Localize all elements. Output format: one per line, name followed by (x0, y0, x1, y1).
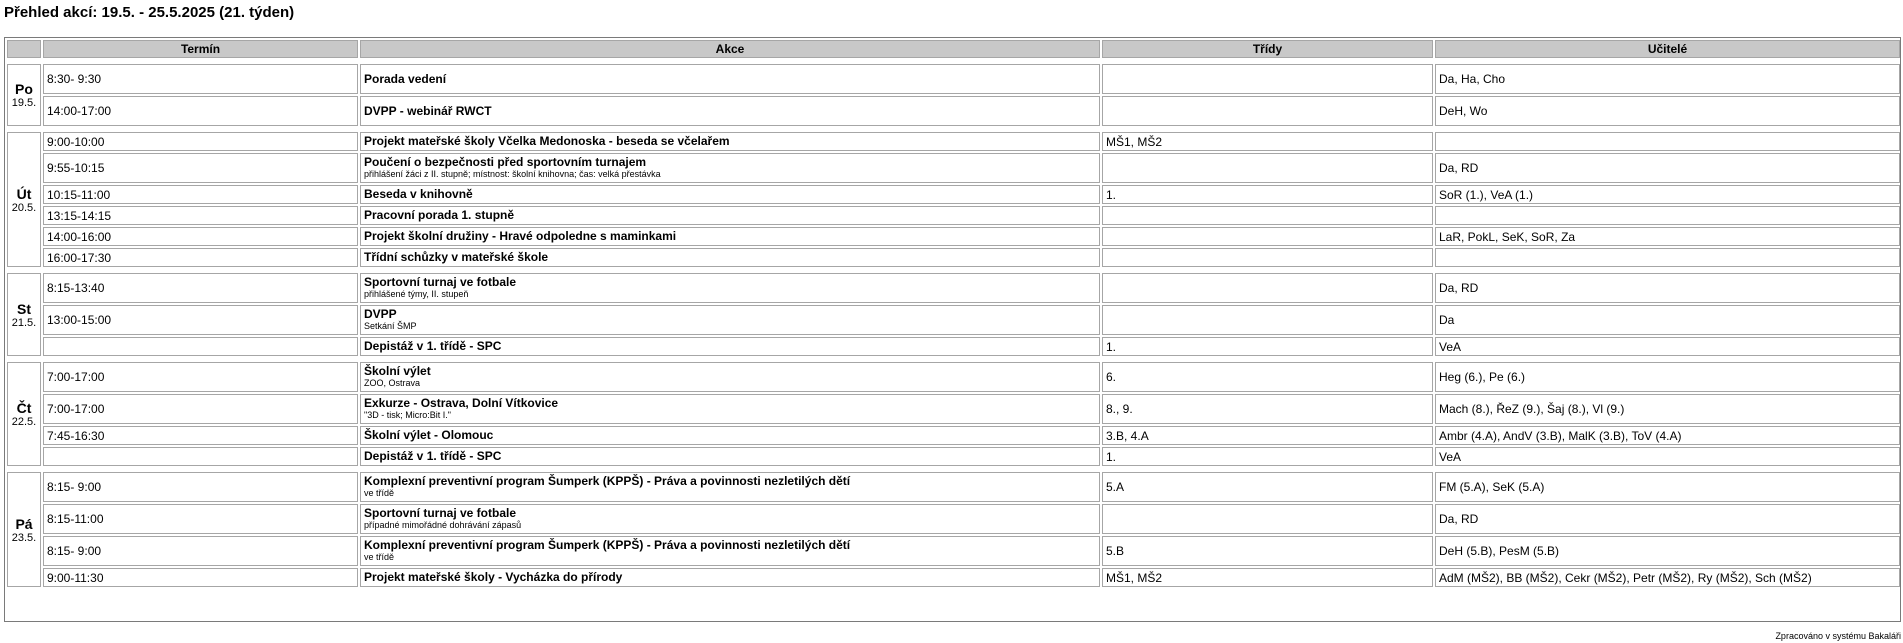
table-row (7, 248, 1900, 267)
action-note: Setkání ŠMP (364, 321, 417, 331)
table-row (7, 536, 1900, 566)
table-row (7, 362, 1900, 392)
day-cell (7, 362, 41, 466)
action-cell (360, 472, 1100, 502)
time-cell: 10:15-11:00 (43, 185, 358, 204)
time-cell: 9:00-11:30 (43, 568, 358, 587)
table-row (7, 206, 1900, 225)
day-abbr: Po (15, 81, 33, 97)
day-separator (7, 468, 1900, 470)
table-row (7, 305, 1900, 335)
table-row (7, 273, 1900, 303)
action-cell (360, 132, 1100, 151)
time-cell: 8:15-13:40 (43, 273, 358, 303)
day-abbr: Pá (15, 515, 33, 532)
classes-cell: 5.B (1102, 536, 1433, 566)
header-termin: Termín (43, 40, 358, 58)
classes-cell: 8., 9. (1102, 394, 1433, 424)
table-row (7, 64, 1900, 94)
time-cell: 8:15- 9:00 (43, 536, 358, 566)
teachers-cell: DeH (5.B), PesM (5.B) (1435, 536, 1900, 566)
action-note: ZOO, Ostrava (364, 378, 421, 388)
action-cell (360, 227, 1100, 246)
action-title: Beseda v knihovně (364, 187, 473, 201)
day-date: 23.5. (11, 531, 37, 544)
time-cell: 14:00-16:00 (43, 227, 358, 246)
classes-cell (1102, 96, 1433, 126)
day-date: 22.5. (11, 416, 37, 428)
time-cell: 9:55-10:15 (43, 153, 358, 183)
header-akce: Akce (360, 40, 1100, 58)
action-cell (360, 185, 1100, 204)
table-row (7, 472, 1900, 502)
table-row (7, 132, 1900, 151)
day-abbr: St (17, 300, 31, 317)
page-title: Přehled akcí: 19.5. - 25.5.2025 (21. týden) (4, 4, 295, 21)
table-row (7, 568, 1900, 587)
action-cell (360, 273, 1100, 303)
teachers-cell (1435, 206, 1900, 225)
teachers-cell: LaR, PokL, SeK, SoR, Za (1435, 227, 1900, 246)
schedule-table (5, 38, 1902, 589)
separator-cell (7, 269, 1900, 271)
day-cell (7, 472, 41, 587)
action-cell (360, 394, 1100, 424)
day-separator (7, 60, 1900, 62)
time-cell: 13:00-15:00 (43, 305, 358, 335)
day-date: 19.5. (11, 97, 37, 109)
time-cell: 8:15-11:00 (43, 504, 358, 534)
action-title: Poučení o bezpečnosti před sportovním turnajem (364, 155, 647, 169)
action-cell (360, 337, 1100, 356)
teachers-cell (1435, 248, 1900, 267)
action-title: Depistáž v 1. třídě - SPC (364, 449, 502, 463)
time-cell: 9:00-10:00 (43, 132, 358, 151)
header-ucitele: Učitelé (1435, 40, 1900, 58)
action-cell (360, 248, 1100, 267)
action-cell (360, 536, 1100, 566)
teachers-cell: FM (5.A), SeK (5.A) (1435, 472, 1900, 502)
day-date: 20.5. (11, 201, 37, 214)
day-cell (7, 64, 41, 126)
action-title: DVPP (364, 307, 397, 321)
classes-cell: 1. (1102, 447, 1433, 466)
time-cell: 7:45-16:30 (43, 426, 358, 445)
action-note: přihlášení žáci z II. stupně; místnost: školní knihovna; čas: velká přestávka (364, 169, 661, 179)
action-title: Školní výlet (364, 364, 431, 378)
footer-credit: Zpracováno v systému Bakaláři (1775, 631, 1901, 641)
teachers-cell: Da, RD (1435, 153, 1900, 183)
day-separator (7, 128, 1900, 130)
classes-cell (1102, 305, 1433, 335)
action-title: Depistáž v 1. třídě - SPC (364, 339, 502, 353)
classes-cell: 1. (1102, 337, 1433, 356)
action-title: Komplexní preventivní program Šumperk (KPPŠ) - Práva a povinnosti nezletilých dětí (364, 474, 851, 488)
action-cell (360, 362, 1100, 392)
separator-cell (7, 60, 1900, 62)
classes-cell: MŠ1, MŠ2 (1102, 132, 1433, 151)
action-cell (360, 447, 1100, 466)
classes-cell: 6. (1102, 362, 1433, 392)
teachers-cell: Ambr (4.A), AndV (3.B), MalK (3.B), ToV (4.A) (1435, 426, 1900, 445)
action-title: Exkurze - Ostrava, Dolní Vítkovice (364, 396, 559, 410)
day-cell (7, 273, 41, 356)
action-cell (360, 64, 1100, 94)
action-title: Projekt mateřské školy - Vycházka do přírody (364, 570, 623, 584)
table-row (7, 426, 1900, 445)
action-title: Sportovní turnaj ve fotbale (364, 506, 517, 520)
table-row (7, 447, 1900, 466)
table-row (7, 337, 1900, 356)
table-row (7, 227, 1900, 246)
teachers-cell: AdM (MŠ2), BB (MŠ2), Cekr (MŠ2), Petr (MŠ2), Ry (MŠ2), Sch (MŠ2) (1435, 568, 1900, 587)
classes-cell (1102, 64, 1433, 94)
separator-cell (7, 468, 1900, 470)
action-note: ve třídě (364, 552, 395, 562)
time-cell: 7:00-17:00 (43, 362, 358, 392)
teachers-cell: VeA (1435, 447, 1900, 466)
teachers-cell: Da, RD (1435, 504, 1900, 534)
teachers-cell: DeH, Wo (1435, 96, 1900, 126)
day-abbr: Čt (16, 400, 32, 416)
time-cell (43, 447, 358, 466)
action-title: Školní výlet - Olomouc (364, 428, 494, 442)
action-cell (360, 96, 1100, 126)
teachers-cell: Da, RD (1435, 273, 1900, 303)
classes-cell: 3.B, 4.A (1102, 426, 1433, 445)
classes-cell (1102, 504, 1433, 534)
day-date: 21.5. (11, 316, 37, 329)
action-cell (360, 206, 1100, 225)
time-cell (43, 337, 358, 356)
action-title: Porada vedení (364, 71, 447, 86)
day-separator (7, 358, 1900, 360)
time-cell: 8:30- 9:30 (43, 64, 358, 94)
teachers-cell: SoR (1.), VeA (1.) (1435, 185, 1900, 204)
header-day (7, 40, 41, 58)
separator-cell (7, 128, 1900, 130)
day-abbr: Út (16, 185, 32, 202)
action-cell (360, 504, 1100, 534)
teachers-cell: Da (1435, 305, 1900, 335)
schedule-body (7, 60, 1900, 587)
teachers-cell: VeA (1435, 337, 1900, 356)
classes-cell: 5.A (1102, 472, 1433, 502)
action-title: Projekt mateřské školy Včelka Medonoska - beseda se včelařem (364, 134, 730, 148)
time-cell: 16:00-17:30 (43, 248, 358, 267)
classes-cell (1102, 153, 1433, 183)
action-note: "3D - tisk; Micro:Bit I." (364, 410, 451, 420)
action-cell (360, 426, 1100, 445)
separator-cell (7, 358, 1900, 360)
schedule-frame (4, 37, 1901, 622)
classes-cell: MŠ1, MŠ2 (1102, 568, 1433, 587)
header-tridy: Třídy (1102, 40, 1433, 58)
action-title: Projekt školní družiny - Hravé odpoledne s maminkami (364, 229, 677, 243)
action-note: ve třídě (364, 488, 395, 498)
action-note: případné mimořádné dohrávání zápasů (364, 520, 522, 530)
table-row (7, 394, 1900, 424)
teachers-cell: Da, Ha, Cho (1435, 64, 1900, 94)
classes-cell (1102, 227, 1433, 246)
table-row (7, 185, 1900, 204)
action-title: Třídní schůzky v mateřské škole (364, 250, 549, 264)
action-cell (360, 568, 1100, 587)
classes-cell (1102, 273, 1433, 303)
header-row (7, 40, 1900, 58)
teachers-cell: Heg (6.), Pe (6.) (1435, 362, 1900, 392)
action-note: přihlášené týmy, II. stupeň (364, 289, 469, 299)
table-row (7, 153, 1900, 183)
time-cell: 8:15- 9:00 (43, 472, 358, 502)
day-cell (7, 132, 41, 267)
time-cell: 13:15-14:15 (43, 206, 358, 225)
classes-cell (1102, 248, 1433, 267)
action-title: Pracovní porada 1. stupně (364, 208, 515, 222)
day-separator (7, 269, 1900, 271)
teachers-cell (1435, 132, 1900, 151)
classes-cell: 1. (1102, 185, 1433, 204)
classes-cell (1102, 206, 1433, 225)
teachers-cell: Mach (8.), ŘeZ (9.), Šaj (8.), Vl (9.) (1435, 394, 1900, 424)
time-cell: 14:00-17:00 (43, 96, 358, 126)
table-row (7, 504, 1900, 534)
time-cell: 7:00-17:00 (43, 394, 358, 424)
table-row (7, 96, 1900, 126)
action-cell (360, 153, 1100, 183)
action-title: DVPP - webinář RWCT (364, 103, 492, 118)
action-title: Komplexní preventivní program Šumperk (KPPŠ) - Práva a povinnosti nezletilých dětí (364, 538, 851, 552)
action-cell (360, 305, 1100, 335)
action-title: Sportovní turnaj ve fotbale (364, 275, 517, 289)
